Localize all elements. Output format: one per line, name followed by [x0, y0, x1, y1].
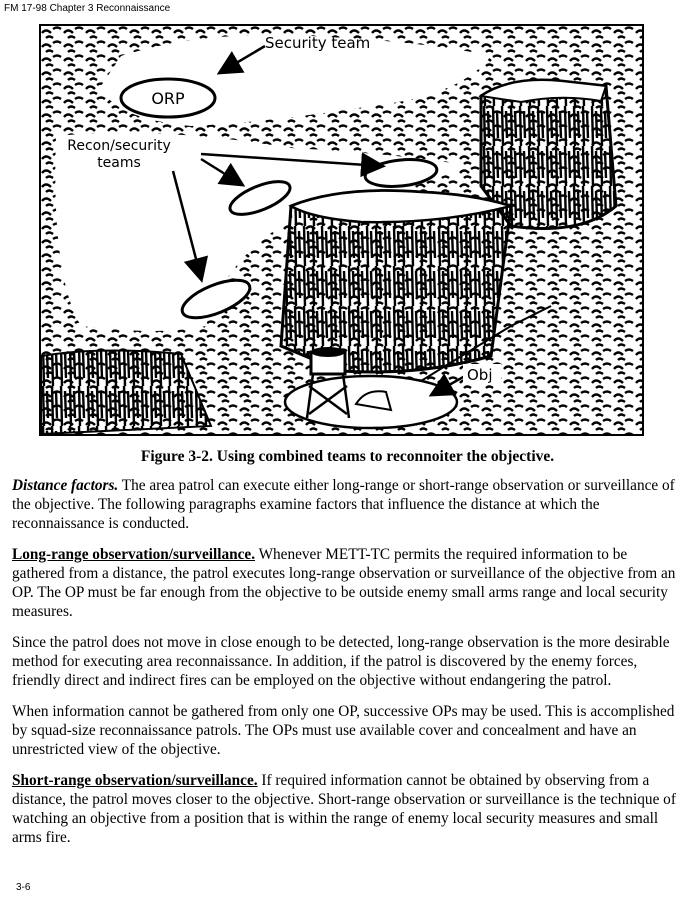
- paragraph-long-range: [12, 545, 680, 621]
- paragraph-successive-ops: When information cannot be gathered from only one OP, successive OPs may be used. This is accomplished by squad-size reconnaissance patrols. The OPs must use available cover and concealment and have an unrestricted view of the objective.: [12, 703, 675, 758]
- page-number: 3-6: [16, 882, 31, 893]
- lower-cliff: [41, 350, 211, 434]
- paragraph-distance-factors: [12, 476, 680, 533]
- paragraph-short-range: [12, 771, 680, 847]
- recon-teams-label-line2: teams: [97, 155, 141, 171]
- paragraph-heading: Distance factors.: [12, 477, 119, 494]
- paragraph-text: Whenever METT-TC permits the required information to be gathered from a distance, the patrol executes long-range observation or surveillance of the objective from an OP. The OP must be far enough from the objective to be outside enemy small arms range and local security measures.: [12, 546, 676, 620]
- paragraph-heading: Short-range observation/surveillance.: [12, 772, 258, 789]
- figure-caption: Figure 3-2. Using combined teams to reconnoiter the objective.: [140, 448, 555, 465]
- running-header: FM 17-98 Chapter 3 Reconnaissance: [4, 3, 171, 14]
- paragraph-text: The area patrol can execute either long-range or short-range observation or surveillance of the objective. The following paragraphs examine factors that influence the distance at which the reconnaissance is conducted.: [12, 477, 675, 532]
- obj-label: Obj: [467, 366, 493, 384]
- body-text: [12, 476, 680, 859]
- paragraph-desirable-method: Since the patrol does not move in close enough to be detected, long-range observation is the more desirable method for executing area reconnaissance. In addition, if the patrol is discovered by the enemy forces, friendly direct and indirect fires can be employed on the objective without endangering the patrol.: [12, 634, 670, 689]
- security-team-label: Security team: [265, 34, 371, 52]
- terrain-drawing: [41, 26, 642, 434]
- orp-label: ORP: [151, 89, 185, 108]
- recon-teams-label-line1: Recon/security: [67, 138, 171, 154]
- paragraph-text: If required information cannot be obtained by observing from a distance, the patrol moves closer to the objective. Short-range observation or surveillance is the technique of watching an objective from a position that is within the range of enemy local security measures and small arms fire.: [12, 772, 676, 846]
- figure-illustration: [39, 24, 644, 436]
- paragraph-heading: Long-range observation/surveillance.: [12, 546, 256, 563]
